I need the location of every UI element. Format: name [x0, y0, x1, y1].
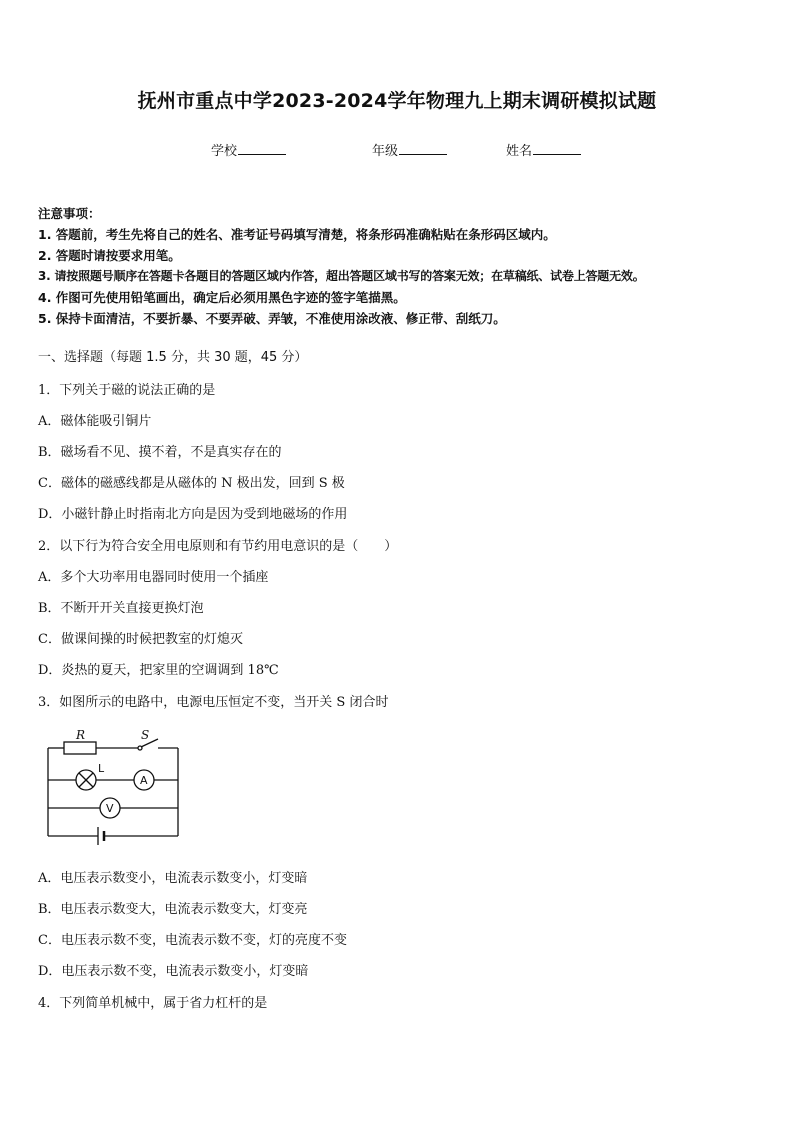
lamp-label: L	[98, 762, 105, 775]
voltmeter-label: V	[106, 802, 114, 815]
switch-label: S	[141, 728, 150, 742]
notice-heading: 注意事项：	[38, 206, 101, 221]
name-field[interactable]	[506, 140, 581, 159]
option-a: A．磁体能吸引铜片	[38, 414, 152, 429]
question-stem: 3．如图所示的电路中，电源电压恒定不变，当开关 S 闭合时	[38, 695, 389, 710]
circuit-diagram	[38, 728, 188, 846]
option-d: D．炎热的夏天，把家里的空调调到 18℃	[38, 663, 279, 678]
question-stem: 1．下列关于磁的说法正确的是	[38, 383, 216, 398]
question-stem: 4．下列简单机械中，属于省力杠杆的是	[38, 996, 268, 1011]
option-c: C．做课间操的时候把教室的灯熄灭	[38, 632, 243, 647]
grade-blank[interactable]	[399, 142, 447, 155]
school-field[interactable]	[211, 140, 286, 159]
resistor-label: R	[76, 728, 86, 742]
grade-label: 年级	[372, 144, 399, 159]
name-label: 姓名	[506, 144, 533, 159]
option-b: B．不断开开关直接更换灯泡	[38, 601, 204, 616]
notice-item: 2. 答题时请按要求用笔。	[38, 248, 181, 263]
school-blank[interactable]	[238, 142, 286, 155]
resistor-symbol	[64, 742, 96, 754]
section-heading: 一、选择题（每题 1.5 分，共 30 题，45 分）	[38, 350, 308, 365]
question-stem: 2．以下行为符合安全用电原则和有节约用电意识的是（ ）	[38, 539, 398, 554]
option-d: D．电压表示数不变，电流表示数变小，灯变暗	[38, 964, 309, 979]
notice-block	[38, 203, 768, 329]
ammeter-label: A	[140, 774, 148, 787]
exam-title: 抚州市重点中学2023-2024学年物理九上期末调研模拟试题	[137, 90, 657, 112]
option-c: C．电压表示数不变，电流表示数不变，灯的亮度不变	[38, 933, 347, 948]
option-c: C．磁体的磁感线都是从磁体的 N 极出发，回到 S 极	[38, 476, 345, 491]
option-a: A．电压表示数变小，电流表示数变小，灯变暗	[38, 871, 308, 886]
name-blank[interactable]	[533, 142, 581, 155]
notice-item: 4. 作图可先使用铅笔画出，确定后必须用黑色字迹的签字笔描黑。	[38, 290, 406, 305]
grade-field[interactable]	[372, 140, 447, 159]
notice-item: 5. 保持卡面清洁，不要折暴、不要弄破、弄皱，不准使用涂改液、修正带、刮纸刀。	[38, 311, 506, 326]
notice-item: 3. 请按照题号顺序在答题卡各题目的答题区域内作答，超出答题区域书写的答案无效；在草稿纸、试卷上答题无效。	[38, 269, 645, 283]
option-a: A．多个大功率用电器同时使用一个插座	[38, 570, 269, 585]
option-b: B．电压表示数变大，电流表示数变大，灯变亮	[38, 902, 308, 917]
option-d: D．小磁针静止时指南北方向是因为受到地磁场的作用	[38, 507, 348, 522]
notice-item: 1. 答题前，考生先将自己的姓名、准考证号码填写清楚，将条形码准确粘贴在条形码区域内。	[38, 227, 556, 242]
option-b: B．磁场看不见、摸不着，不是真实存在的	[38, 445, 282, 460]
school-label: 学校	[211, 144, 238, 159]
